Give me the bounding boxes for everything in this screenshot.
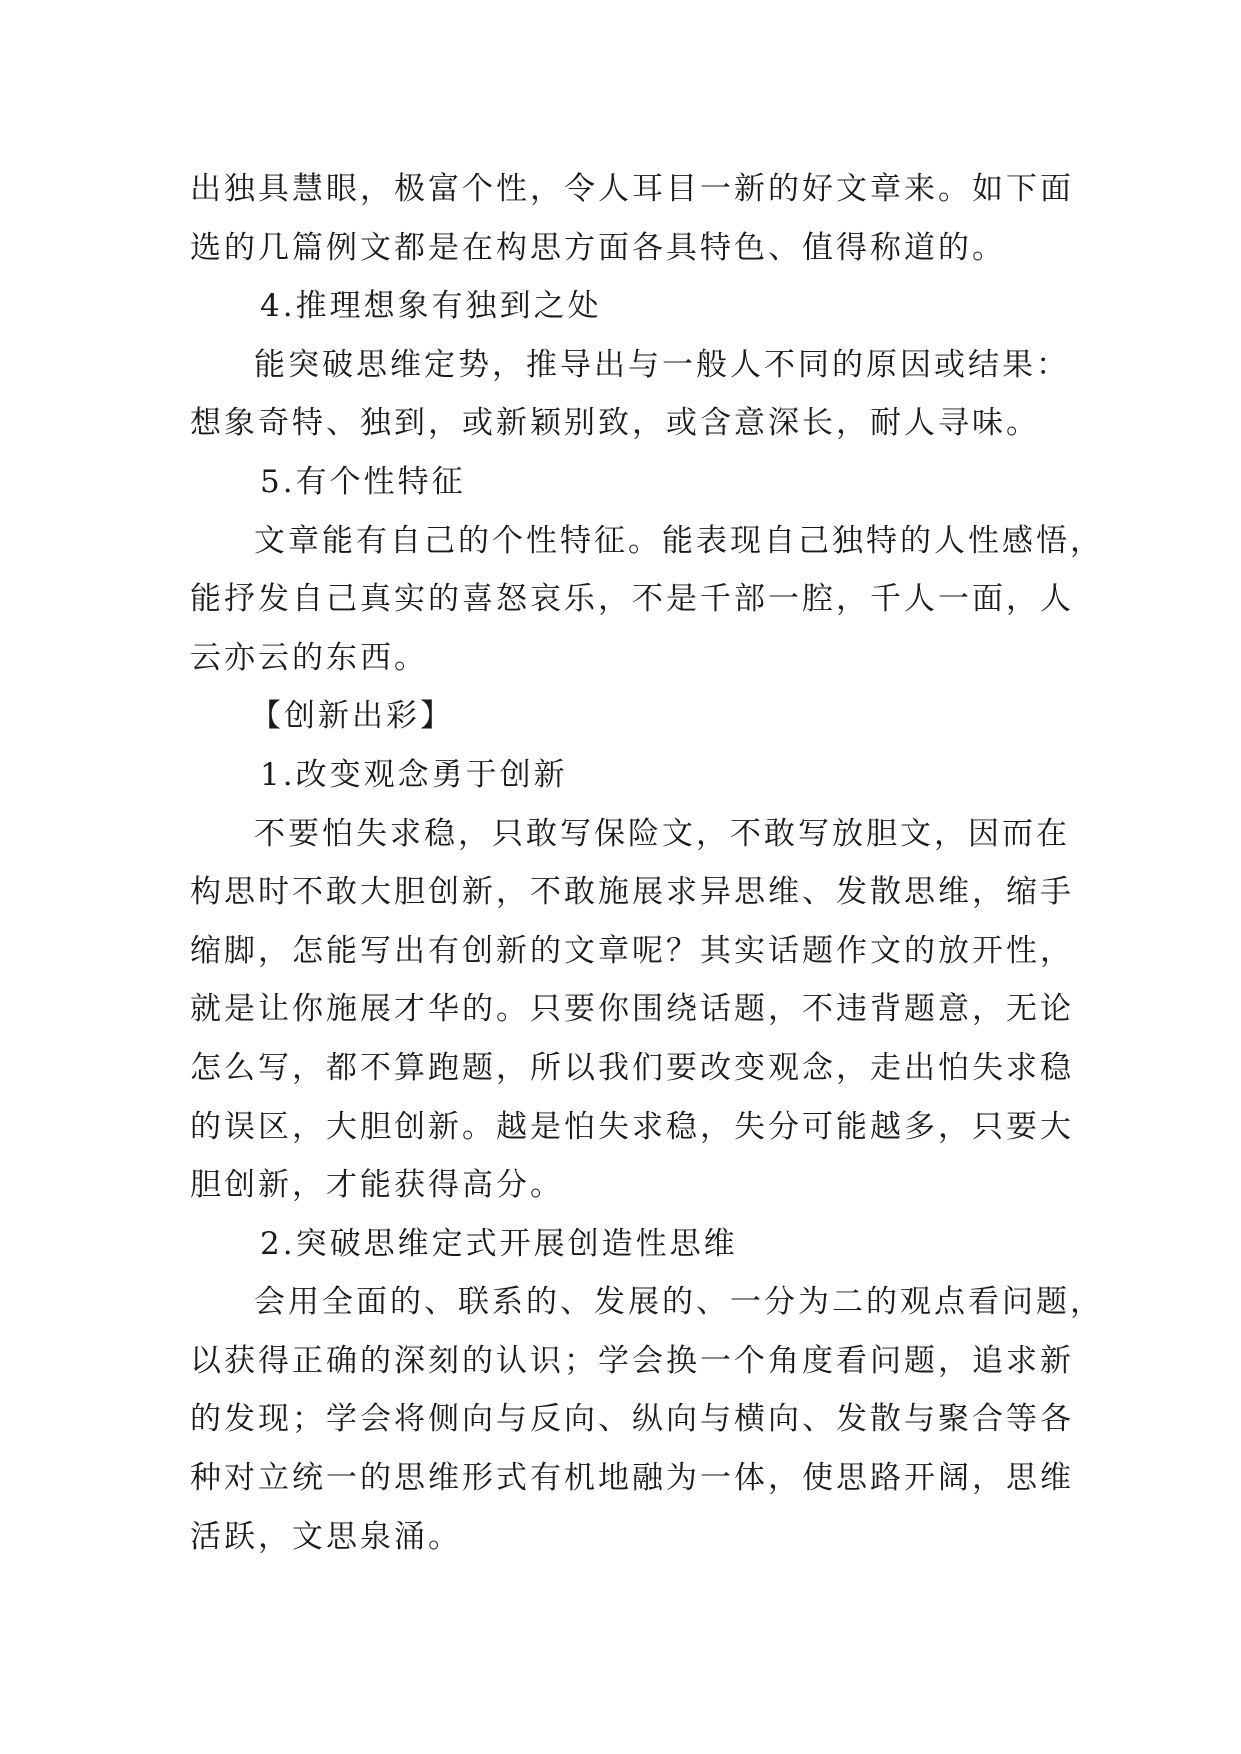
text-line: 会用全面的、联系的、发展的、一分为二的观点看问题， (254, 1284, 1104, 1321)
text-line: 不要怕失求稳，只敢写保险文，不敢写放胆文，因而在 (254, 815, 1070, 852)
text-line: 种对立统一的思维形式有机地融为一体，使思路开阔，思维 (190, 1460, 1074, 1497)
text-line: 想象奇特、独到，或新颖别致，或含意深长，耐人寻味。 (190, 405, 1040, 442)
document-body (190, 160, 1104, 1566)
text-line: 云亦云的东西。 (190, 639, 428, 676)
text-line: 缩脚，怎能写出有创新的文章呢？其实话题作文的放开性， (190, 932, 1074, 969)
bracket-heading: 【创新出彩】 (250, 698, 454, 735)
text-line: 构思时不敢大胆创新，不敢施展求异思维、发散思维，缩手 (190, 874, 1074, 911)
text-line: 胆创新，才能获得高分。 (190, 1167, 564, 1204)
section-heading-1: 1.改变观念勇于创新 (260, 756, 568, 793)
text-line: 文章能有自己的个性特征。能表现自己独特的人性感悟， (254, 522, 1104, 559)
section-heading-4: 4.推理想象有独到之处 (260, 288, 602, 325)
section-heading-2: 2.突破思维定式开展创造性思维 (260, 1225, 738, 1262)
text-line: 能抒发自己真实的喜怒哀乐，不是千部一腔，千人一面，人 (190, 581, 1074, 618)
text-line: 就是让你施展才华的。只要你围绕话题，不违背题意，无论 (190, 991, 1074, 1028)
text-line: 选的几篇例文都是在构思方面各具特色、值得称道的。 (190, 229, 1006, 266)
section-heading-5: 5.有个性特征 (260, 463, 466, 500)
text-line: 怎么写，都不算跑题，所以我们要改变观念，走出怕失求稳 (190, 1049, 1074, 1086)
text-line: 的发现；学会将侧向与反向、纵向与横向、发散与聚合等各 (190, 1401, 1074, 1438)
text-line: 出独具慧眼，极富个性，令人耳目一新的好文章来。如下面 (190, 171, 1074, 207)
text-line: 活跃，文思泉涌。 (190, 1518, 462, 1555)
text-line: 能突破思维定势，推导出与一般人不同的原因或结果： (254, 346, 1070, 383)
text-line: 以获得正确的深刻的认识；学会换一个角度看问题，追求新 (190, 1342, 1074, 1379)
text-line: 的误区，大胆创新。越是怕失求稳，失分可能越多，只要大 (190, 1108, 1074, 1145)
